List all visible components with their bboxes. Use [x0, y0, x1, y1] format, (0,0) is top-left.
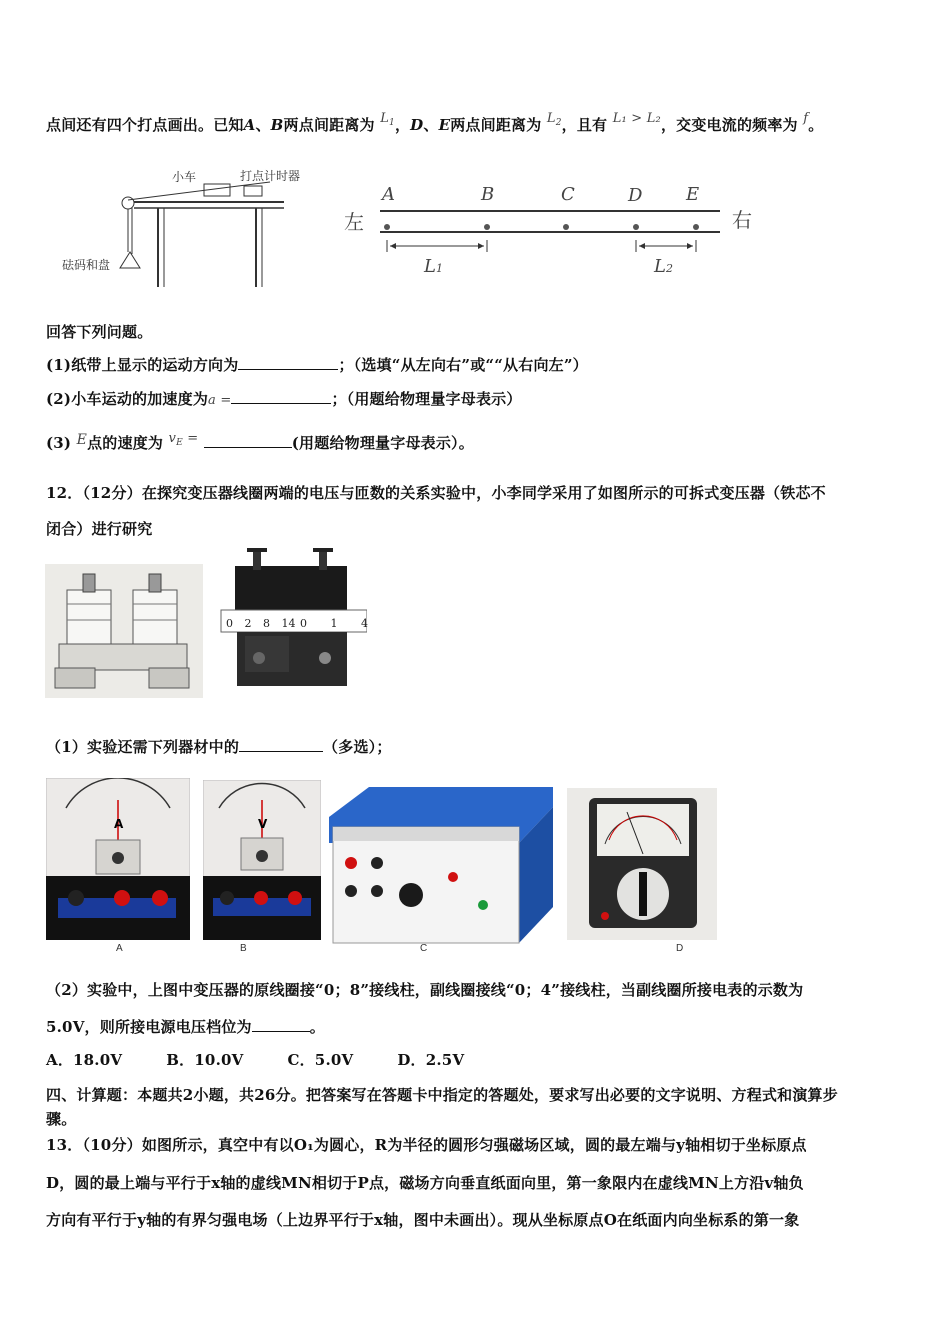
voltmeter-image — [203, 780, 321, 940]
intro-text: 点间还有四个打点画出。已知 — [46, 116, 244, 134]
equipment-label-d: D — [676, 943, 684, 954]
q12-sub1-text: （1）实验还需下列器材中的 — [46, 738, 240, 756]
dot-b — [484, 224, 490, 230]
q12-sub2-line1: （2）实验中，上图中变压器的原线圈接“0；8”接线柱，副线圈接线“0；4”接线柱，当副线圈所接电表的示数为 — [46, 981, 804, 999]
q12-sub1-answer-blank[interactable] — [239, 737, 323, 752]
dot-a — [384, 224, 390, 230]
paper-tape-figure — [340, 180, 770, 290]
q3-text: 点的速度为 — [87, 434, 164, 452]
svg-text:V: V — [258, 817, 268, 831]
q12-line1: 12．（12分）在探究变压器线圈两端的电压与匝数的关系实验中，小李同学采用了如图所示的可拆式变压器（铁芯不 — [46, 484, 826, 502]
intro-text: 。 — [808, 116, 824, 134]
tape-right-label: 右 — [732, 208, 752, 232]
option-b[interactable]: B．10.0V — [166, 1051, 244, 1069]
question-3 — [46, 432, 474, 454]
l1-symbol: $L_1$ — [380, 111, 395, 128]
q13-line2: D，圆的最上端与平行于x轴的虚线MN相切于P点，磁场方向垂直纸面向里，第一象限内在虚线MN上方沿v轴负 — [46, 1174, 804, 1192]
ammeter-image — [46, 778, 190, 940]
l2-symbol: $L_2$ — [546, 111, 562, 128]
terminal-labels-right: 0 1 4 — [300, 617, 378, 630]
q12-sub2-line2 — [46, 1016, 325, 1037]
multimeter-image — [567, 788, 717, 940]
q1-text: (1)纸带上显示的运动方向为 — [46, 356, 239, 374]
option-c[interactable]: C．5.0V — [287, 1051, 354, 1069]
equipment-label-c: C — [420, 943, 428, 954]
tape-dots — [384, 224, 699, 230]
q12-options — [46, 1049, 508, 1070]
q2-answer-blank[interactable] — [231, 389, 331, 404]
dot-c — [563, 224, 569, 230]
tape-point-e: E — [686, 184, 700, 205]
tape-point-a: A — [382, 184, 395, 205]
equipment-label-b: B — [240, 943, 247, 954]
point-e-label: E — [438, 116, 451, 134]
intro-text: ， — [394, 116, 411, 134]
q12-sub1 — [46, 736, 392, 757]
intro-line — [46, 111, 824, 136]
question-1 — [46, 354, 588, 375]
q3-number: (3) — [46, 434, 72, 452]
q3-hint: (用题给物理量字母表示）。 — [291, 434, 474, 452]
intro-text: 两点间距离为 — [283, 116, 375, 134]
q3-point-e: E — [76, 432, 88, 448]
point-a-label: A — [243, 116, 256, 134]
separator: 、 — [255, 116, 271, 134]
q12-sub2-tail: 。 — [309, 1018, 325, 1036]
q12-sub2-answer-blank[interactable] — [252, 1017, 310, 1032]
q13-line3: 方向有平行于y轴的有界匀强电场（上边界平行于x轴，图中未画出）。现从坐标原点O在纸面内向坐标系的第一象 — [46, 1211, 800, 1229]
q2-variable: a = — [208, 393, 232, 408]
intro-text: ，交变电流的频率为 — [660, 116, 798, 134]
q1-hint: ；（选填“从左向右”或““从右向左”） — [338, 356, 588, 374]
q3-velocity-symbol: $v_E$ = — [168, 431, 199, 448]
inequality: L₁ > L₂ — [612, 111, 661, 126]
tape-l2-label: L2 — [654, 256, 673, 277]
q2-hint: ；（用题给物理量字母表示） — [331, 390, 522, 408]
section4-line1: 四、计算题：本题共2小题，共26分。把答案写在答题卡中指定的答题处，要求写出必要的文字说明、方程式和演算步 — [46, 1086, 838, 1104]
q12-sub1-hint: （多选）； — [323, 738, 392, 756]
tape-left-label: 左 — [344, 210, 364, 234]
dot-e — [693, 224, 699, 230]
power-supply-image — [329, 787, 553, 951]
q1-answer-blank[interactable] — [238, 355, 338, 370]
q12-line2: 闭合）进行研究 — [46, 520, 153, 538]
equipment-label-a: A — [116, 943, 123, 954]
separator: 、 — [423, 116, 439, 134]
intro-text: ，且有 — [561, 116, 608, 134]
q12-sub2-text: 5.0V，则所接电源电压档位为 — [46, 1018, 252, 1036]
section4-line2: 骤。 — [46, 1110, 77, 1128]
transformer-sketch-image — [45, 564, 203, 698]
tape-point-d: D — [628, 185, 643, 206]
q13-line1: 13．（10分）如图所示，真空中有以O₁为圆心，R为半径的圆形匀强磁场区域，圆的最左端与y轴相切于坐标原点 — [46, 1136, 807, 1154]
tape-point-b: B — [481, 184, 495, 205]
option-d[interactable]: D．2.5V — [397, 1051, 465, 1069]
q3-answer-blank[interactable] — [204, 433, 292, 448]
q2-text: (2)小车运动的加速度为 — [46, 390, 209, 408]
dot-d — [633, 224, 639, 230]
question-2 — [46, 388, 522, 409]
option-a[interactable]: A．18.0V — [46, 1051, 123, 1069]
tape-point-c: C — [561, 184, 575, 205]
cart-label: 小车 — [172, 170, 197, 184]
intro-text: 两点间距离为 — [450, 116, 542, 134]
point-d-label: D — [410, 116, 424, 134]
point-b-label: B — [270, 116, 284, 134]
tape-l1-label: L1 — [424, 256, 443, 277]
weight-label: 砝码和盘 — [62, 258, 111, 272]
frequency-symbol: f — [803, 111, 809, 126]
answer-header: 回答下列问题。 — [46, 323, 153, 341]
svg-text:A: A — [114, 817, 124, 831]
timer-label: 打点计时器 — [240, 169, 301, 183]
terminal-labels-left: 0 2 8 14 — [226, 617, 296, 630]
